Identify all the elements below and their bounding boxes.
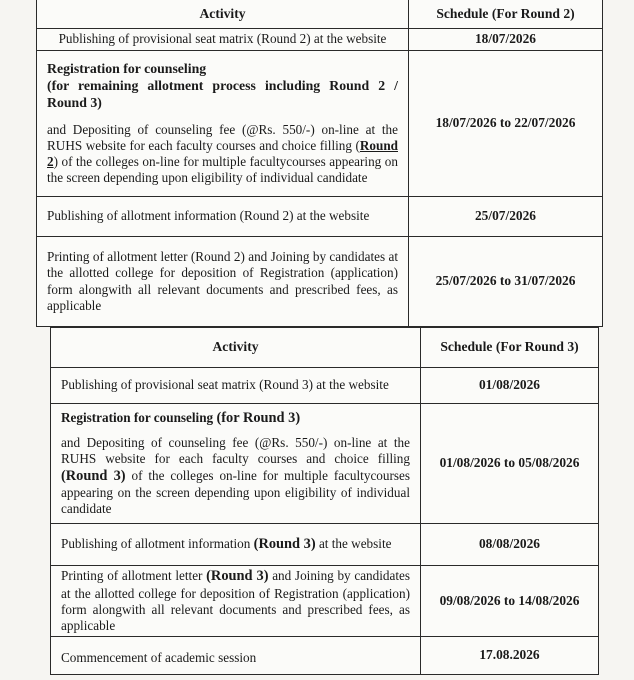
table-row bbox=[37, 197, 603, 237]
table-header-row bbox=[37, 0, 603, 29]
registration-title: Registration for counseling (for Round 3) bbox=[61, 409, 301, 426]
registration-title: Registration for counseling (for remaining allotment process including Round 2 / Round 3) bbox=[47, 61, 398, 110]
schedule-date: 08/08/2026 bbox=[421, 524, 599, 566]
activity-header: Activity bbox=[51, 328, 421, 368]
schedule-date: 09/08/2026 to 14/08/2026 bbox=[421, 566, 599, 637]
table-row bbox=[37, 29, 603, 51]
round3-schedule-table bbox=[50, 327, 599, 675]
registration-description: and Depositing of counseling fee (@Rs. 550/-) on-line at the RUHS website for each faculty courses and choice filling (Round 3) of the colleges on-line for multiple facultycourses appearing on the screen depending upon eligibility of individual candidate bbox=[61, 435, 410, 517]
table-row bbox=[51, 524, 599, 566]
round-label: (Round 3) bbox=[61, 467, 126, 484]
schedule-date: 25/07/2026 to 31/07/2026 bbox=[409, 237, 603, 327]
schedule-date: 01/08/2026 to 05/08/2026 bbox=[421, 404, 599, 524]
table-row bbox=[51, 566, 599, 637]
schedule-date: 01/08/2026 bbox=[421, 368, 599, 404]
activity-cell: Publishing of provisional seat matrix (Round 2) at the website bbox=[37, 29, 409, 51]
activity-cell: Publishing of provisional seat matrix (Round 3) at the website bbox=[51, 368, 421, 404]
table-header-row bbox=[51, 328, 599, 368]
table-row bbox=[51, 368, 599, 404]
activity-cell: Publishing of allotment information (Round 3) at the website bbox=[51, 524, 421, 566]
table-row bbox=[37, 237, 603, 327]
activity-cell bbox=[51, 404, 421, 524]
table-row bbox=[51, 404, 599, 524]
activity-cell bbox=[37, 51, 409, 197]
round-label: Round 2 bbox=[47, 137, 398, 169]
activity-cell: Commencement of academic session bbox=[51, 636, 421, 674]
table-row bbox=[51, 636, 599, 674]
schedule-date: 17.08.2026 bbox=[421, 636, 599, 674]
round-label: (Round 3) bbox=[206, 568, 269, 584]
schedule-header: Schedule (For Round 2) bbox=[409, 0, 603, 29]
activity-cell: Printing of allotment letter (Round 3) and Joining by candidates at the allotted college for deposition of Registration (application) form alongwith all relevant documents and prescribed fees, as applicable bbox=[51, 566, 421, 637]
activity-header: Activity bbox=[37, 0, 409, 29]
schedule-header: Schedule (For Round 3) bbox=[421, 328, 599, 368]
registration-description: and Depositing of counseling fee (@Rs. 550/-) on-line at the RUHS website for each faculty courses and choice filling (Round 2) of the colleges on-line for multiple facultycourses appearing on the screen depending upon eligibility of individual candidate bbox=[47, 121, 398, 185]
schedule-date: 25/07/2026 bbox=[409, 197, 603, 237]
schedule-date: 18/07/2026 to 22/07/2026 bbox=[409, 51, 603, 197]
round-label: (Round 3) bbox=[253, 535, 316, 552]
table-row bbox=[37, 51, 603, 197]
activity-cell: Publishing of allotment information (Round 2) at the website bbox=[37, 197, 409, 237]
activity-cell: Printing of allotment letter (Round 2) and Joining by candidates at the allotted college for deposition of Registration (application) form alongwith all relevant documents and prescribed fees, as applicable bbox=[37, 237, 409, 327]
schedule-date: 18/07/2026 bbox=[409, 29, 603, 51]
round2-schedule-table bbox=[36, 0, 603, 327]
